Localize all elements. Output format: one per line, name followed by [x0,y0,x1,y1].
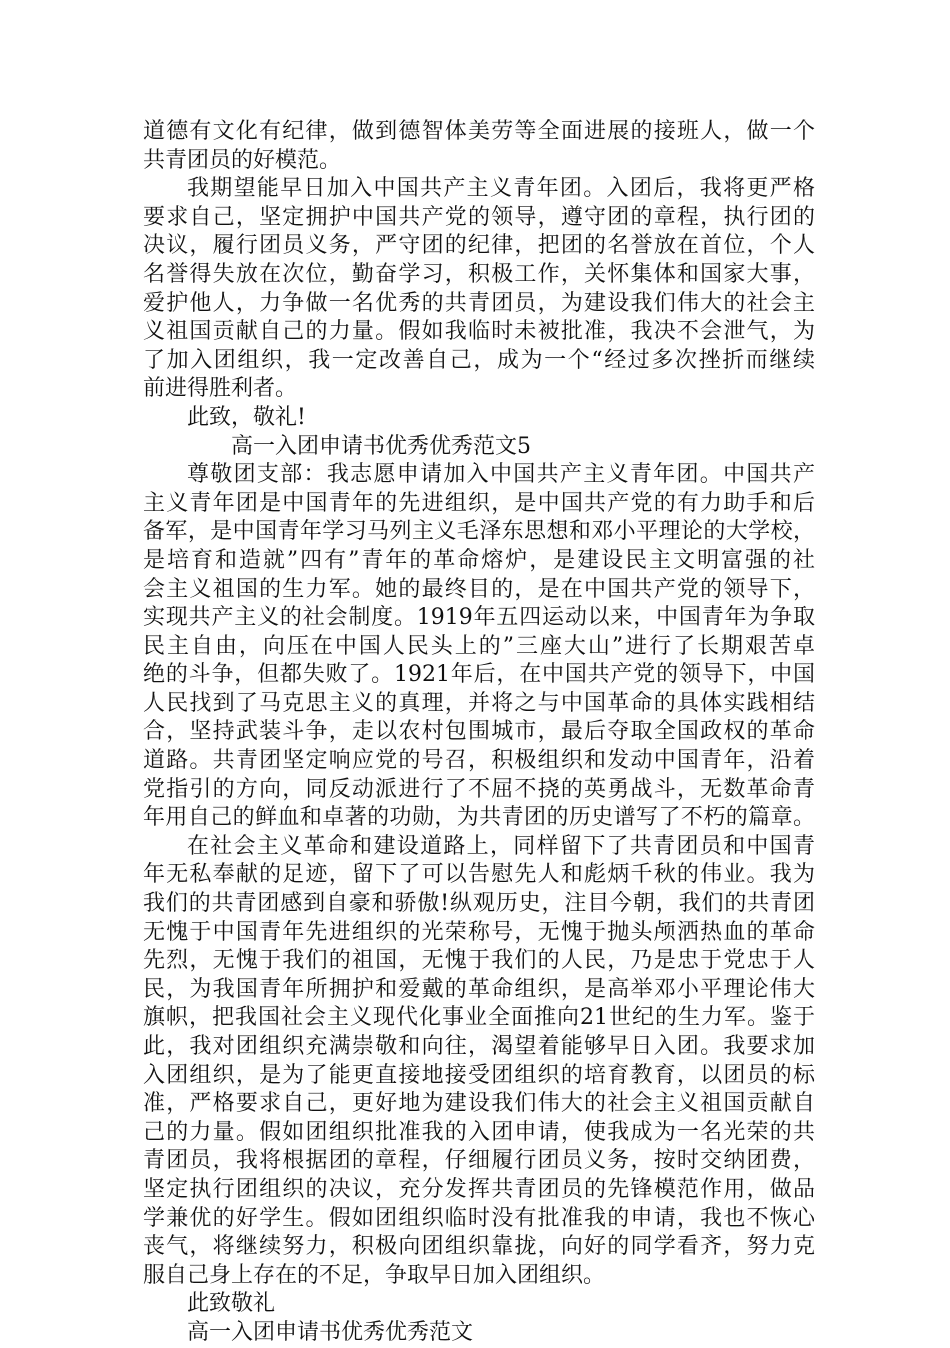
text-line: 绝的斗争，但都失败了。1921年后，在中国共产党的领导下，中国 [143,662,815,688]
text-line: 此，我对团组织充满崇敬和向往，渴望着能够早日入团。我要求加 [143,1034,815,1059]
section-heading: 高一入团申请书优秀优秀范文 [187,1319,474,1345]
text-line: 旗帜，把我国社会主义现代化事业全面推向21世纪的生力军。鉴于 [143,1005,815,1031]
text-line: 共青团员的好模范。 [143,147,342,173]
text-line: 是培育和造就”四有”青年的革命熔炉，是建设民主文明富强的社 [143,547,815,573]
text-line: 道路。共青团坚定响应党的号召，积极组织和发动中国青年，沿着 [143,748,815,774]
text-line: 年用自己的鲜血和卓著的功勋，为共青团的历史谱写了不朽的篇章。 [143,805,815,831]
section-heading: 高一入团申请书优秀优秀范文5 [231,433,531,459]
text-line: 爱护他人，力争做一名优秀的共青团员，为建设我们伟大的社会主 [143,290,815,316]
text-line: 先烈，无愧于我们的祖国，无愧于我们的人民，乃是忠于党忠于人 [143,948,815,974]
text-line: 决议，履行团员义务，严守团的纪律，把团的名誉放在首位，个人 [143,233,815,259]
text-line: 人民找到了马克思主义的真理，并将之与中国革命的具体实践相结 [143,690,815,716]
text-line: 入团组织，是为了能更直接地接受团组织的培育教育，以团员的标 [143,1062,815,1088]
paragraph-first-line: 在社会主义革命和建设道路上，同样留下了共青团员和中国青 [187,833,815,859]
text-line: 合，坚持武装斗争，走以农村包围城市，最后夺取全国政权的革命 [143,719,815,745]
text-line: 年无私奉献的足迹，留下了可以告慰先人和彪炳千秋的伟业。我为 [143,862,815,888]
text-line: 学兼优的好学生。假如团组织临时没有批准我的申请，我也不恢心 [143,1205,815,1231]
text-line: 无愧于中国青年先进组织的光荣称号，无愧于抛头颅洒热血的革命 [143,919,815,945]
text-line: 准，严格要求自己，更好地为建设我们伟大的社会主义祖国贡献自 [143,1091,815,1117]
text-line: 了加入团组织，我一定改善自己，成为一个“经过多次挫折而继续 [143,347,815,373]
text-line: 丧气，将继续努力，积极向团组织靠拢，向好的同学看齐，努力克 [143,1234,815,1260]
text-line: 名誉得失放在次位，勤奋学习，积极工作，关怀集体和国家大事， [143,261,815,287]
paragraph-first-line: 我期望能早日加入中国共产主义青年团。入团后，我将更严格 [187,176,815,202]
text-line: 党指引的方向，同反动派进行了不屈不挠的英勇战斗，无数革命青 [143,776,815,802]
text-line: 要求自己，坚定拥护中国共产党的领导，遵守团的章程，执行团的 [143,204,815,230]
text-line: 主义青年团是中国青年的先进组织，是中国共产党的有力助手和后 [143,490,815,516]
text-line: 坚定执行团组织的决议，充分发挥共青团员的先锋模范作用，做品 [143,1176,815,1202]
text-line: 备军，是中国青年学习马列主义毛泽东思想和邓小平理论的大学校， [143,519,815,545]
text-line: 前进得胜利者。 [143,376,298,402]
closing-salutation: 此致，敬礼! [187,404,306,430]
paragraph-first-line: 尊敬团支部：我志愿申请加入中国共产主义青年团。中国共产 [187,462,815,488]
closing-salutation: 此致敬礼 [187,1291,276,1317]
document-body [143,118,815,1348]
text-line: 民，为我国青年所拥护和爱戴的革命组织，是高举邓小平理论伟大 [143,976,815,1002]
text-line: 民主自由，向压在中国人民头上的”三座大山”进行了长期艰苦卓 [143,633,815,659]
text-line: 青团员，我将根据团的章程，仔细履行团员义务，按时交纳团费， [143,1148,815,1174]
text-line: 服自己身上存在的不足，争取早日加入团组织。 [143,1262,606,1288]
text-line: 会主义祖国的生力军。她的最终目的，是在中国共产党的领导下， [143,576,815,602]
text-line: 实现共产主义的社会制度。1919年五四运动以来，中国青年为争取 [143,605,815,631]
text-line: 我们的共青团感到自豪和骄傲!纵观历史，注目今朝，我们的共青团 [143,891,815,917]
text-line: 义祖国贡献自己的力量。假如我临时未被批准，我决不会泄气，为 [143,319,815,345]
text-line: 己的力量。假如团组织批准我的入团申请，使我成为一名光荣的共 [143,1119,815,1145]
text-line: 道德有文化有纪律，做到德智体美劳等全面进展的接班人，做一个 [143,119,815,144]
